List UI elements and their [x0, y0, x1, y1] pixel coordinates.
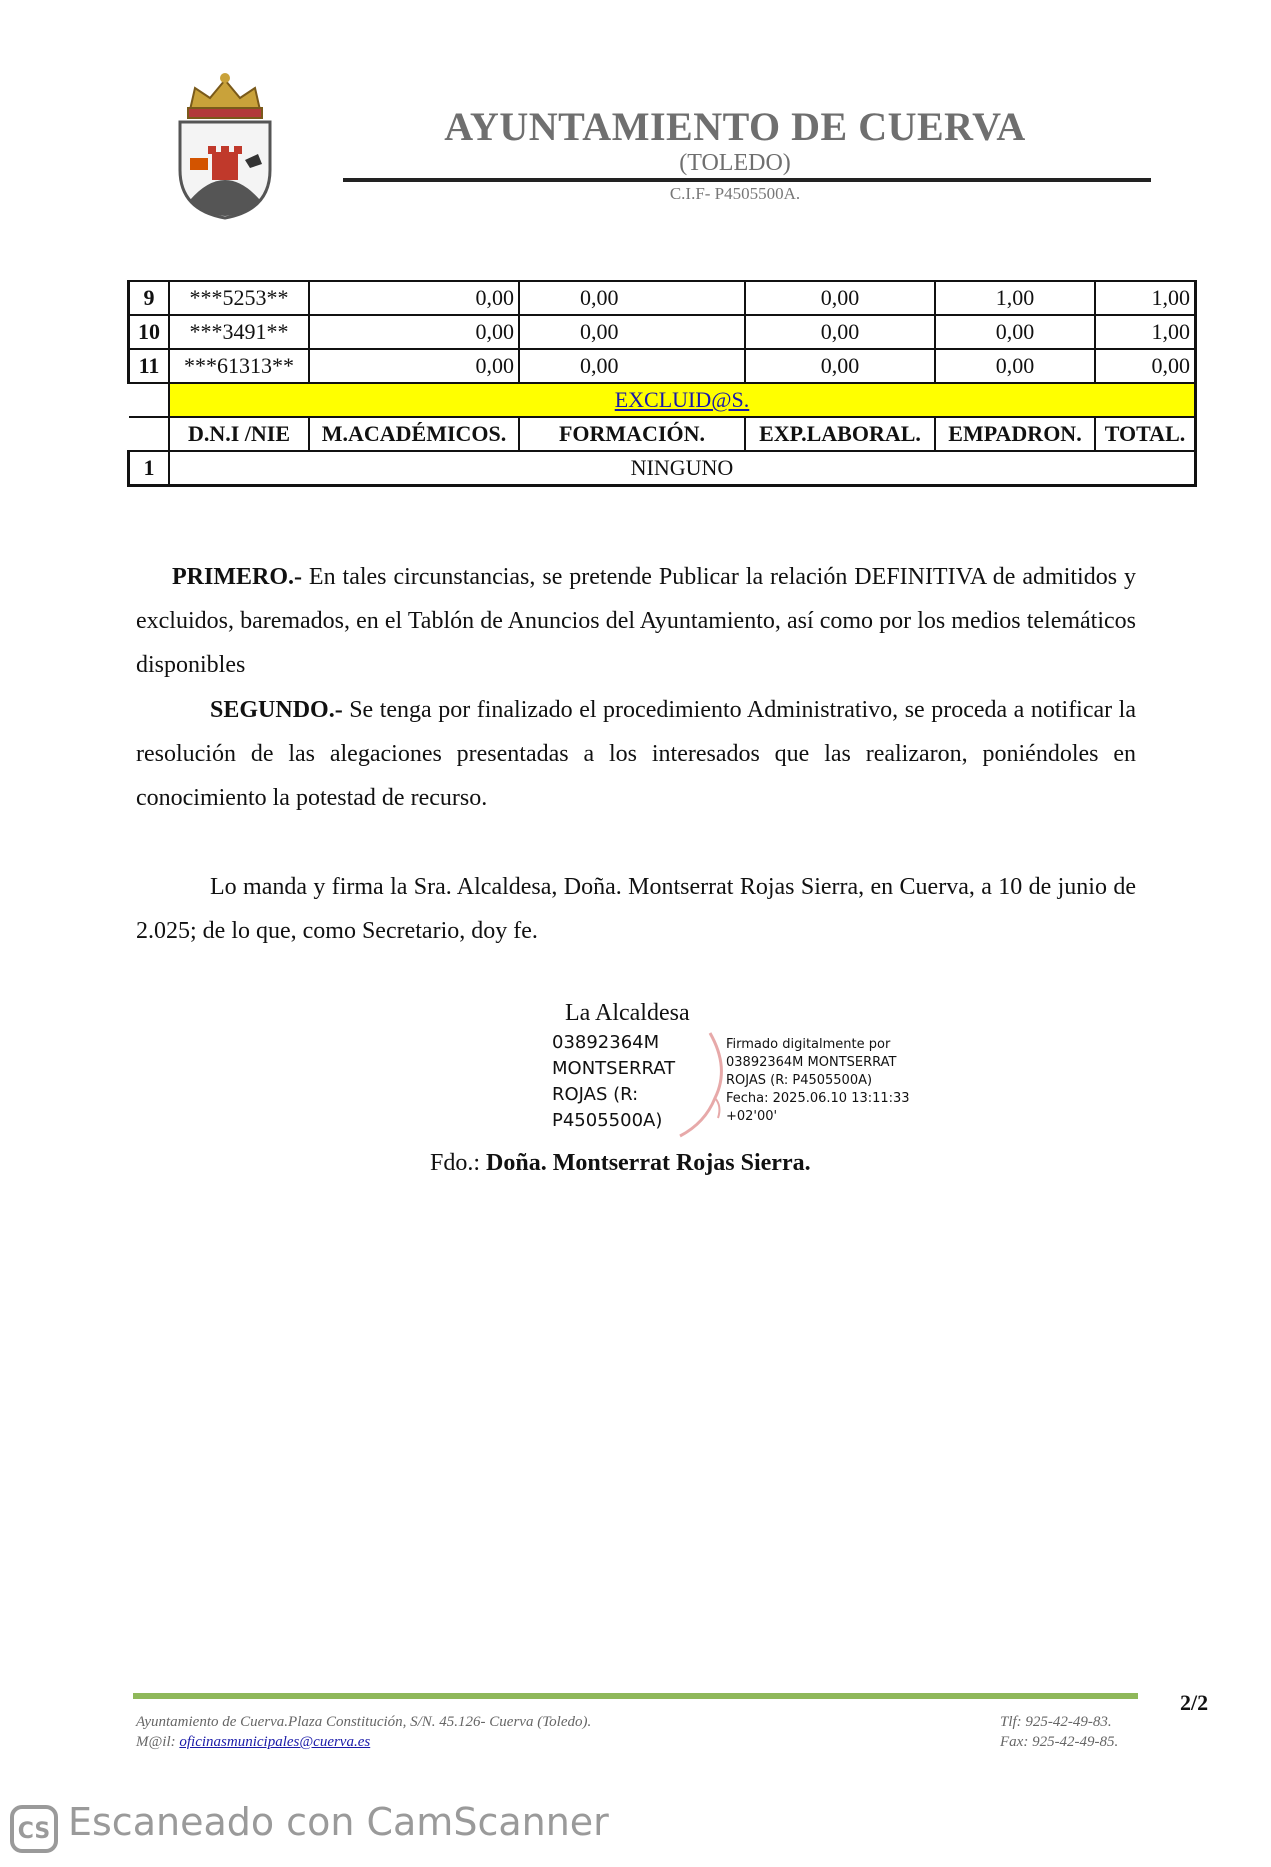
svg-text:CS: CS	[17, 1819, 51, 1844]
m-academicos-cell: 0,00	[309, 315, 519, 349]
formacion-cell: 0,00	[519, 315, 745, 349]
organization-cif: C.I.F- P4505500A.	[669, 184, 801, 203]
row-number: 10	[129, 315, 170, 349]
dni-cell: ***5253**	[169, 281, 309, 315]
signature-label: Fdo.:	[430, 1150, 487, 1176]
exp-laboral-cell: 0,00	[745, 315, 935, 349]
exp-laboral-cell: 0,00	[745, 349, 935, 383]
header-formacion: FORMACIÓN.	[519, 417, 745, 451]
page-number: 2/2	[1180, 1690, 1209, 1715]
header-dni: D.N.I /NIE	[169, 417, 309, 451]
table-row	[129, 315, 1196, 349]
row-number: 11	[129, 349, 170, 383]
paragraph-closing	[136, 865, 1136, 953]
footer-mail-label: M@il:	[136, 1734, 180, 1750]
digital-signature-certificate: Firmado digitalmente por 03892364M MONTSERRAT ROJAS (R: P4505500A) Fecha: 2025.06.10 13:11:33 +02'00'	[726, 1037, 910, 1124]
footer-address-block	[136, 1712, 591, 1752]
exp-laboral-cell: 0,00	[745, 281, 935, 315]
m-academicos-cell: 0,00	[309, 281, 519, 315]
camscanner-logo-icon	[10, 1805, 58, 1853]
header-divider	[343, 178, 1151, 182]
row-number: 1	[129, 451, 170, 486]
paragraph-heading: PRIMERO.-	[172, 564, 302, 590]
table-row	[129, 451, 1196, 486]
municipal-crest-icon	[150, 60, 300, 220]
footer-phone: Tlf: 925-42-49-83.	[1000, 1714, 1112, 1730]
empadron-cell: 0,00	[935, 349, 1095, 383]
signature-line	[430, 1150, 811, 1177]
footer-divider	[133, 1693, 1138, 1699]
signature-id-block: 03892364M MONTSERRAT ROJAS (R: P4505500A)	[552, 1032, 676, 1131]
header-exp-laboral: EXP.LABORAL.	[745, 417, 935, 451]
total-cell: 0,00	[1095, 349, 1196, 383]
empadron-cell: 1,00	[935, 281, 1095, 315]
signature-role: La Alcaldesa	[565, 1000, 690, 1026]
row-number: 9	[129, 281, 170, 315]
m-academicos-cell: 0,00	[309, 349, 519, 383]
excluded-title-row	[129, 383, 1196, 417]
empadron-cell: 0,00	[935, 315, 1095, 349]
footer-address: Ayuntamiento de Cuerva.Plaza Constitución, S/N. 45.126- Cuerva (Toledo).	[136, 1714, 592, 1730]
camscanner-watermark: Escaneado con CamScanner	[68, 1800, 609, 1844]
header-total: TOTAL.	[1095, 417, 1196, 451]
formacion-cell: 0,00	[519, 281, 745, 315]
organization-province: (TOLEDO)	[679, 150, 791, 176]
paragraph-text: Lo manda y firma la Sra. Alcaldesa, Doña. Montserrat Rojas Sierra, en Cuerva, a 10 de junio de 2.025; de lo que, como Secretario, doy fe.	[136, 874, 1136, 944]
paragraph-heading: SEGUNDO.-	[210, 697, 343, 723]
paragraph-primero	[136, 555, 1136, 687]
total-cell: 1,00	[1095, 315, 1196, 349]
paragraph-segundo	[136, 688, 1136, 820]
excluded-none-cell: NINGUNO	[169, 451, 1196, 486]
table-row	[129, 349, 1196, 383]
header-m-academicos: M.ACADÉMICOS.	[309, 417, 519, 451]
header-empadron: EMPADRON.	[935, 417, 1095, 451]
total-cell: 1,00	[1095, 281, 1196, 315]
scores-table	[127, 280, 1197, 487]
dni-cell: ***3491**	[169, 315, 309, 349]
formacion-cell: 0,00	[519, 349, 745, 383]
dni-cell: ***61313**	[169, 349, 309, 383]
organization-name: AYUNTAMIENTO DE CUERVA	[444, 104, 1026, 149]
footer-email-link[interactable]: oficinasmunicipales@cuerva.es	[179, 1734, 371, 1750]
signatory-name: Doña. Montserrat Rojas Sierra.	[486, 1150, 811, 1176]
paragraph-text: Se tenga por finalizado el procedimiento Administrativo, se proceda a notificar la resolución de las alegaciones presentadas a los interesados que las realizaron, poniéndoles en conocimiento la potestad de recurso.	[136, 697, 1136, 811]
paragraph-text: En tales circunstancias, se pretende Publicar la relación DEFINITIVA de admitidos y excluidos, baremados, en el Tablón de Anuncios del Ayuntamiento, así como por los medios telemáticos disponibles	[136, 564, 1136, 678]
footer-fax: Fax: 925-42-49-85.	[1000, 1734, 1119, 1750]
table-header-row	[129, 417, 1196, 451]
footer-contact-block	[1000, 1712, 1118, 1752]
excluded-title: EXCLUID@S.	[169, 383, 1196, 417]
table-row	[129, 281, 1196, 315]
